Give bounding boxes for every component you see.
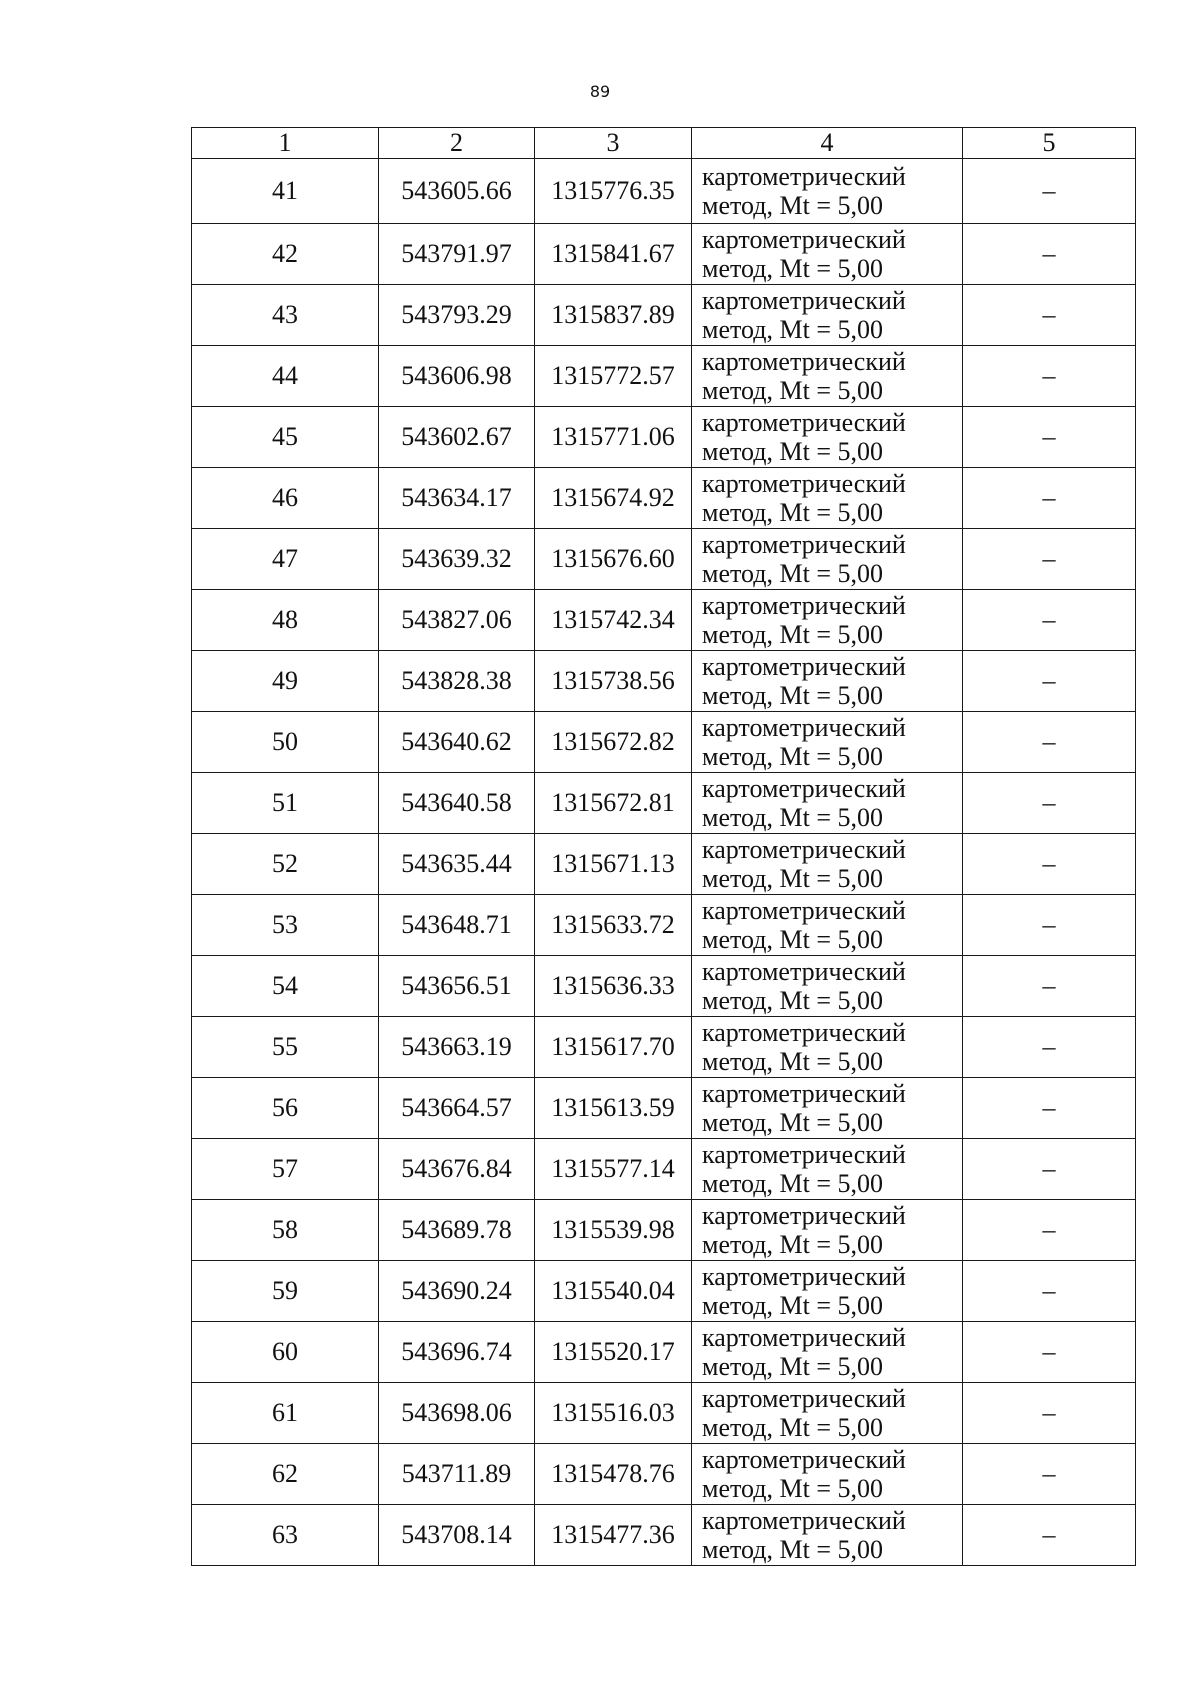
method-cell [692, 1444, 963, 1505]
method-line-1: картометрический [702, 1079, 906, 1108]
x-coordinate-cell: 543640.58 [379, 773, 535, 834]
method-line-2: метод, Mt = 5,00 [702, 1169, 883, 1198]
method-line-2: метод, Mt = 5,00 [702, 620, 883, 649]
point-cell: 46 [192, 468, 379, 529]
method-cell [692, 407, 963, 468]
table-row [192, 1444, 1136, 1505]
method-cell [692, 1261, 963, 1322]
x-coordinate-cell: 543648.71 [379, 895, 535, 956]
x-coordinate-cell: 543606.98 [379, 346, 535, 407]
x-coordinate-cell: 543640.62 [379, 712, 535, 773]
method-line-1: картометрический [702, 591, 906, 620]
note-cell: – [963, 834, 1136, 895]
point-cell: 45 [192, 407, 379, 468]
point-cell: 61 [192, 1383, 379, 1444]
method-line-2: метод, Mt = 5,00 [702, 315, 883, 344]
y-coordinate-cell: 1315636.33 [535, 956, 692, 1017]
note-cell: – [963, 1078, 1136, 1139]
note-cell: – [963, 1261, 1136, 1322]
y-coordinate-cell: 1315478.76 [535, 1444, 692, 1505]
table-row [192, 956, 1136, 1017]
point-cell: 43 [192, 285, 379, 346]
method-line-2: метод, Mt = 5,00 [702, 1352, 883, 1381]
x-coordinate-cell: 543711.89 [379, 1444, 535, 1505]
method-line-2: метод, Mt = 5,00 [702, 681, 883, 710]
y-coordinate-cell: 1315841.67 [535, 224, 692, 285]
method-line-2: метод, Mt = 5,00 [702, 1108, 883, 1137]
y-coordinate-cell: 1315577.14 [535, 1139, 692, 1200]
method-line-2: метод, Mt = 5,00 [702, 1413, 883, 1442]
method-line-1: картометрический [702, 652, 906, 681]
point-cell: 59 [192, 1261, 379, 1322]
method-cell [692, 956, 963, 1017]
y-coordinate-cell: 1315738.56 [535, 651, 692, 712]
note-cell: – [963, 407, 1136, 468]
table-row [192, 1200, 1136, 1261]
table-row [192, 590, 1136, 651]
table-row [192, 346, 1136, 407]
note-cell: – [963, 590, 1136, 651]
point-cell: 51 [192, 773, 379, 834]
method-cell [692, 1139, 963, 1200]
method-line-2: метод, Mt = 5,00 [702, 803, 883, 832]
note-cell: – [963, 529, 1136, 590]
method-cell [692, 1078, 963, 1139]
point-cell: 57 [192, 1139, 379, 1200]
column-header-3: 3 [535, 128, 692, 159]
method-cell [692, 1322, 963, 1383]
note-cell: – [963, 346, 1136, 407]
x-coordinate-cell: 543656.51 [379, 956, 535, 1017]
table-row [192, 1017, 1136, 1078]
y-coordinate-cell: 1315633.72 [535, 895, 692, 956]
note-cell: – [963, 285, 1136, 346]
method-line-1: картометрический [702, 1140, 906, 1169]
note-cell: – [963, 895, 1136, 956]
y-coordinate-cell: 1315674.92 [535, 468, 692, 529]
method-line-1: картометрический [702, 957, 906, 986]
note-cell: – [963, 159, 1136, 224]
point-cell: 47 [192, 529, 379, 590]
method-line-2: метод, Mt = 5,00 [702, 1474, 883, 1503]
y-coordinate-cell: 1315772.57 [535, 346, 692, 407]
method-cell [692, 773, 963, 834]
y-coordinate-cell: 1315676.60 [535, 529, 692, 590]
x-coordinate-cell: 543605.66 [379, 159, 535, 224]
point-cell: 60 [192, 1322, 379, 1383]
method-line-1: картометрический [702, 1262, 906, 1291]
note-cell: – [963, 1444, 1136, 1505]
table-body [192, 159, 1136, 1566]
method-cell [692, 834, 963, 895]
x-coordinate-cell: 543698.06 [379, 1383, 535, 1444]
method-cell [692, 468, 963, 529]
method-line-1: картометрический [702, 774, 906, 803]
method-line-2: метод, Mt = 5,00 [702, 559, 883, 588]
method-line-1: картометрический [702, 1323, 906, 1352]
method-line-1: картометрический [702, 286, 906, 315]
method-line-1: картометрический [702, 469, 906, 498]
x-coordinate-cell: 543634.17 [379, 468, 535, 529]
method-line-2: метод, Mt = 5,00 [702, 1291, 883, 1320]
table-row [192, 651, 1136, 712]
note-cell: – [963, 1383, 1136, 1444]
method-line-2: метод, Mt = 5,00 [702, 1047, 883, 1076]
point-cell: 53 [192, 895, 379, 956]
y-coordinate-cell: 1315671.13 [535, 834, 692, 895]
method-cell [692, 895, 963, 956]
note-cell: – [963, 651, 1136, 712]
method-line-2: метод, Mt = 5,00 [702, 191, 883, 220]
method-line-1: картометрический [702, 162, 906, 191]
x-coordinate-cell: 543793.29 [379, 285, 535, 346]
table-row [192, 1261, 1136, 1322]
point-cell: 62 [192, 1444, 379, 1505]
method-line-1: картометрический [702, 896, 906, 925]
method-line-1: картометрический [702, 1018, 906, 1047]
y-coordinate-cell: 1315672.82 [535, 712, 692, 773]
x-coordinate-cell: 543635.44 [379, 834, 535, 895]
method-line-1: картометрический [702, 225, 906, 254]
method-line-2: метод, Mt = 5,00 [702, 742, 883, 771]
method-line-2: метод, Mt = 5,00 [702, 376, 883, 405]
method-line-2: метод, Mt = 5,00 [702, 986, 883, 1015]
note-cell: – [963, 1200, 1136, 1261]
note-cell: – [963, 1139, 1136, 1200]
x-coordinate-cell: 543676.84 [379, 1139, 535, 1200]
table-row [192, 1383, 1136, 1444]
method-line-1: картометрический [702, 408, 906, 437]
method-line-1: картометрический [702, 1201, 906, 1230]
y-coordinate-cell: 1315837.89 [535, 285, 692, 346]
x-coordinate-cell: 543791.97 [379, 224, 535, 285]
method-line-1: картометрический [702, 1445, 906, 1474]
method-cell [692, 159, 963, 224]
x-coordinate-cell: 543602.67 [379, 407, 535, 468]
note-cell: – [963, 956, 1136, 1017]
point-cell: 63 [192, 1505, 379, 1566]
point-cell: 52 [192, 834, 379, 895]
method-cell [692, 224, 963, 285]
column-header-2: 2 [379, 128, 535, 159]
point-cell: 55 [192, 1017, 379, 1078]
x-coordinate-cell: 543690.24 [379, 1261, 535, 1322]
y-coordinate-cell: 1315539.98 [535, 1200, 692, 1261]
point-cell: 58 [192, 1200, 379, 1261]
y-coordinate-cell: 1315776.35 [535, 159, 692, 224]
table-row [192, 895, 1136, 956]
y-coordinate-cell: 1315672.81 [535, 773, 692, 834]
table-row [192, 1322, 1136, 1383]
x-coordinate-cell: 543664.57 [379, 1078, 535, 1139]
method-line-2: метод, Mt = 5,00 [702, 498, 883, 527]
point-cell: 50 [192, 712, 379, 773]
point-cell: 42 [192, 224, 379, 285]
note-cell: – [963, 224, 1136, 285]
x-coordinate-cell: 543827.06 [379, 590, 535, 651]
method-line-2: метод, Mt = 5,00 [702, 437, 883, 466]
point-cell: 44 [192, 346, 379, 407]
table-row [192, 1078, 1136, 1139]
y-coordinate-cell: 1315540.04 [535, 1261, 692, 1322]
note-cell: – [963, 712, 1136, 773]
point-cell: 56 [192, 1078, 379, 1139]
table-row [192, 468, 1136, 529]
coordinates-table [191, 127, 1136, 1566]
method-line-1: картометрический [702, 1384, 906, 1413]
method-line-2: метод, Mt = 5,00 [702, 925, 883, 954]
column-header-4: 4 [692, 128, 963, 159]
table-row [192, 285, 1136, 346]
method-cell [692, 590, 963, 651]
table-row [192, 712, 1136, 773]
method-cell [692, 1505, 963, 1566]
y-coordinate-cell: 1315771.06 [535, 407, 692, 468]
note-cell: – [963, 773, 1136, 834]
x-coordinate-cell: 543663.19 [379, 1017, 535, 1078]
method-cell [692, 1017, 963, 1078]
table-row [192, 834, 1136, 895]
y-coordinate-cell: 1315516.03 [535, 1383, 692, 1444]
y-coordinate-cell: 1315520.17 [535, 1322, 692, 1383]
method-line-2: метод, Mt = 5,00 [702, 864, 883, 893]
method-cell [692, 651, 963, 712]
note-cell: – [963, 1017, 1136, 1078]
table-row [192, 773, 1136, 834]
method-cell [692, 346, 963, 407]
table-row [192, 159, 1136, 224]
table-row [192, 1505, 1136, 1566]
point-cell: 49 [192, 651, 379, 712]
method-line-1: картометрический [702, 530, 906, 559]
method-line-1: картометрический [702, 835, 906, 864]
x-coordinate-cell: 543639.32 [379, 529, 535, 590]
method-line-2: метод, Mt = 5,00 [702, 1230, 883, 1259]
method-line-1: картометрический [702, 1506, 906, 1535]
page-number: 89 [589, 82, 611, 101]
point-cell: 48 [192, 590, 379, 651]
method-line-2: метод, Mt = 5,00 [702, 254, 883, 283]
table-row [192, 224, 1136, 285]
method-cell [692, 285, 963, 346]
table-row [192, 407, 1136, 468]
y-coordinate-cell: 1315477.36 [535, 1505, 692, 1566]
y-coordinate-cell: 1315613.59 [535, 1078, 692, 1139]
point-cell: 41 [192, 159, 379, 224]
column-header-5: 5 [963, 128, 1136, 159]
method-line-1: картометрический [702, 713, 906, 742]
y-coordinate-cell: 1315617.70 [535, 1017, 692, 1078]
x-coordinate-cell: 543708.14 [379, 1505, 535, 1566]
note-cell: – [963, 1322, 1136, 1383]
table-row [192, 529, 1136, 590]
method-cell [692, 529, 963, 590]
method-cell [692, 712, 963, 773]
x-coordinate-cell: 543828.38 [379, 651, 535, 712]
method-line-2: метод, Mt = 5,00 [702, 1535, 883, 1564]
note-cell: – [963, 1505, 1136, 1566]
table-header-row [192, 128, 1136, 159]
x-coordinate-cell: 543696.74 [379, 1322, 535, 1383]
y-coordinate-cell: 1315742.34 [535, 590, 692, 651]
method-line-1: картометрический [702, 347, 906, 376]
method-cell [692, 1200, 963, 1261]
point-cell: 54 [192, 956, 379, 1017]
column-header-1: 1 [192, 128, 379, 159]
note-cell: – [963, 468, 1136, 529]
x-coordinate-cell: 543689.78 [379, 1200, 535, 1261]
method-cell [692, 1383, 963, 1444]
table-row [192, 1139, 1136, 1200]
